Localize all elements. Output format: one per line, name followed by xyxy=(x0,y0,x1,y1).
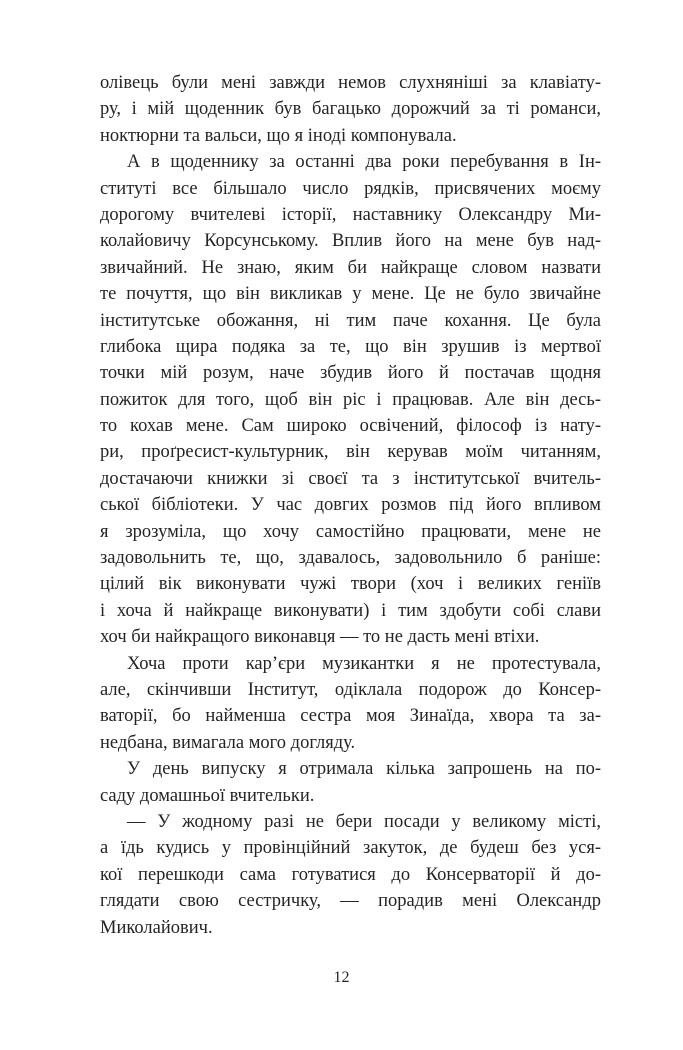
text-line: глибока щира подяка за те, що він зрушив із мертвої xyxy=(100,336,601,357)
text-line: А в щоденнику за останні два роки перебування в Ін- xyxy=(127,152,601,173)
text-line: те почуття, що він викликав у мене. Це не було звичайне xyxy=(100,284,601,305)
page-number: 12 xyxy=(333,969,350,986)
text-line: дорогому вчителеві історії, наставнику Олександру Ми- xyxy=(100,204,601,225)
text-line: задовольнить те, що, здавалось, задовольнило б раніше: xyxy=(100,548,601,569)
text-line: я зрозуміла, що хочу самостійно працювати, мене не xyxy=(100,521,601,542)
text-line: пожиток для того, щоб він ріс і працював. Але він десь- xyxy=(100,389,601,410)
text-line: саду домашньої вчительки. xyxy=(100,785,315,806)
text-line: звичайний. Не знаю, яким би найкраще словом назвати xyxy=(100,257,601,278)
text-line: ституті все більшало число рядків, присвячених моєму xyxy=(100,178,601,199)
text-line: Хоча проти кар’єри музикантки я не протестувала, xyxy=(127,653,601,674)
text-line: ноктюрни та вальси, що я іноді компонувала. xyxy=(100,125,457,146)
text-line: і хоча й найкраще виконувати) і тим здобути собі слави xyxy=(100,600,601,621)
text-line: — У жодному разі не бери посади у великому місті, xyxy=(127,811,601,832)
text-line: але, скінчивши Інститут, одіклала подорож до Консер- xyxy=(100,679,601,700)
text-line: а їдь кудись у провінційний закуток, де будеш без уся- xyxy=(100,838,601,859)
text-line: точки мій розум, наче збудив його й постачав щодня xyxy=(100,363,601,384)
text-line: цілий вік виконувати чужі твори (хоч і великих геніїв xyxy=(100,574,601,595)
text-block xyxy=(100,70,601,941)
text-line: глядати свою сестричку, — порадив мені Олександр xyxy=(100,891,601,912)
text-line: Миколайович. xyxy=(100,917,213,938)
text-line: У день випуску я отримала кілька запрошень на по- xyxy=(127,759,601,780)
text-line: ри, проґресист-культурник, він керував моїм читанням, xyxy=(100,442,601,463)
text-line: ваторії, бо найменша сестра моя Зинаїда, хвора та за- xyxy=(100,706,601,727)
text-line: олівець були мені завжди немов слухняніші за клавіату- xyxy=(100,73,601,93)
text-line: достачаючи книжки зі своєї та з інститутської вчитель- xyxy=(100,468,601,489)
text-line: то кохав мене. Сам широко освічений, філософ із нату- xyxy=(100,416,601,437)
text-line: кої перешкоди сама готуватися до Консерваторії й до- xyxy=(100,864,601,885)
text-line: інститутське обожання, ні тим паче кохання. Це була xyxy=(100,310,601,331)
text-line: колайовичу Корсунському. Вплив його на мене був над- xyxy=(100,231,601,252)
text-line: ської бібліотеки. У час довгих розмов під його впливом xyxy=(100,495,601,516)
text-line: хоч би найкращого виконавця — то не дасть мені втіхи. xyxy=(100,627,540,648)
text-line: ру, і мій щоденник був багацько дорожчий за ті романси, xyxy=(100,99,601,120)
text-line: недбана, вимагала мого догляду. xyxy=(100,732,356,753)
